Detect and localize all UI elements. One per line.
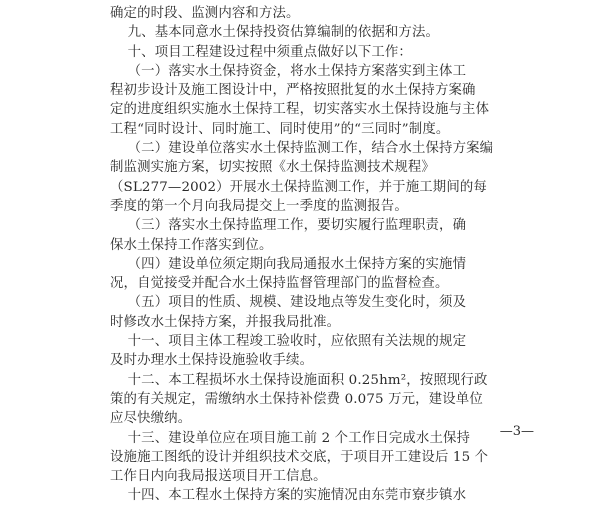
body-line: 工程“同时设计、同时施工、同时使用”的“三同时”制度。 — [110, 121, 450, 137]
body-line: 十一、项目主体工程竣工验收时，应依照有关法规的规定 — [110, 334, 467, 350]
body-line: （二）建设单位落实水土保持监测工作，结合水土保持方案编 — [110, 141, 494, 157]
body-line: （一）落实水土保持资金，将水土保持方案落实到主体工 — [110, 63, 467, 79]
body-line: （SL277—2002）开展水土保持监测工作，并于施工期间的每 — [110, 179, 487, 195]
body-line: 工作日内向我局报送项目开工信息。 — [110, 469, 327, 485]
body-line: 程初步设计及施工图设计中，严格按照批复的水土保持方案确 — [110, 83, 476, 99]
body-line: 保水土保持工作落实到位。 — [110, 237, 273, 253]
body-line: 确定的时段、监测内容和方法。 — [110, 6, 300, 21]
body-line: 时修改水土保持方案，并报我局批准。 — [110, 314, 341, 330]
body-line: （四）建设单位须定期向我局通报水土保持方案的实施情 — [110, 256, 467, 272]
body-line: 应尽快缴纳。 — [110, 411, 192, 427]
body-line: 制监测实施方案，切实按照《水土保持监测技术规程》 — [110, 160, 435, 176]
body-line: （五）项目的性质、规模、建设地点等发生变化时，须及 — [110, 295, 467, 311]
body-line: （三）落实水土保持监理工作，要切实履行监理职责，确 — [110, 218, 467, 234]
body-line: 定的进度组织实施水土保持工程，切实落实水土保持设施与主体 — [110, 102, 490, 118]
body-line: 及时办理水土保持设施验收手续。 — [110, 353, 314, 369]
body-line: 十二、本工程损坏水土保持设施面积 0.25hm²，按照现行政 — [110, 372, 488, 388]
body-line: 策的有关规定，需缴纳水土保持补偿费 0.075 万元，建设单位 — [110, 391, 483, 407]
document-body — [110, 4, 530, 506]
body-line: 十、项目工程建设过程中须重点做好以下工作： — [110, 44, 412, 60]
body-line: 九、基本同意水土保持投资估算编制的依据和方法。 — [110, 25, 440, 41]
page-number: —3— — [499, 424, 534, 439]
body-line: 况，自觉接受并配合水土保持监督管理部门的监督检查。 — [110, 276, 449, 292]
body-line: 季度的第一个月向我局提交上一季度的监测报告。 — [110, 198, 408, 214]
body-line: 十三、建设单位应在项目施工前 2 个工作日完成水土保持 — [110, 430, 471, 446]
body-line: 十四、本工程水土保持方案的实施情况由东莞市寮步镇水 — [110, 488, 467, 504]
body-line: 设施施工图纸的设计并组织技术交底，于项目开工建设后 15 个 — [110, 449, 489, 465]
